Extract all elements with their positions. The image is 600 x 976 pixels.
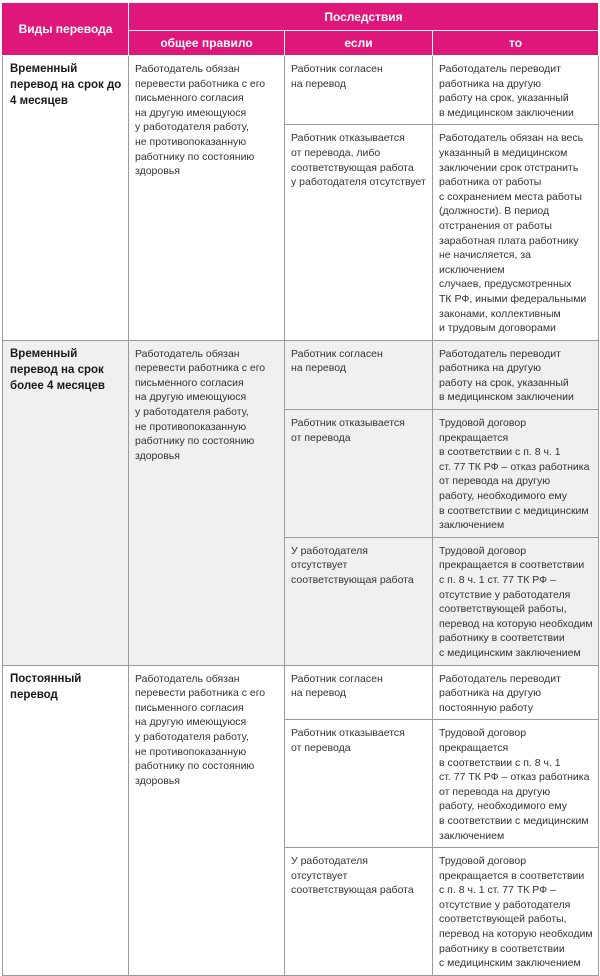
group-permanent <box>3 665 599 976</box>
table-row <box>3 340 599 409</box>
condition-cell: Работник отказывается от перевода <box>285 720 433 848</box>
transfer-consequences-table <box>2 2 599 976</box>
table-row <box>3 56 599 125</box>
transfer-type-cell: Временный перевод на срок более 4 месяцев <box>3 340 129 665</box>
condition-cell: Работник отказывается от перевода <box>285 410 433 538</box>
group-temporary-up-to-4-months <box>3 56 599 341</box>
general-rule-cell: Работодатель обязан перевести работника с его письменного согласия на другую имеющуюся у работодателя работу, не противопоказанную работнику по состоянию здоровья <box>129 56 285 341</box>
header-then: то <box>433 31 599 56</box>
consequence-cell: Трудовой договор прекращается в соответствии с п. 8 ч. 1 ст. 77 ТК РФ – отказ работника от перевода на другую работу, необходимого ему в соответствии с медицинским заключением <box>433 410 599 538</box>
header-consequences: Последствия <box>129 3 599 31</box>
condition-cell: Работник отказывается от перевода, либо соответствующая работа у работодателя отсутствует <box>285 125 433 340</box>
condition-cell: У работодателя отсутствует соответствующая работа <box>285 537 433 665</box>
consequence-cell: Работодатель переводит работника на другую работу на срок, указанный в медицинском заключении <box>433 56 599 125</box>
consequence-cell: Трудовой договор прекращается в соответствии с п. 8 ч. 1 ст. 77 ТК РФ – отказ работника от перевода на другую работу, необходимого ему в соответствии с медицинским заключением <box>433 720 599 848</box>
table-header <box>3 3 599 56</box>
group-temporary-over-4-months <box>3 340 599 665</box>
header-if: если <box>285 31 433 56</box>
general-rule-cell: Работодатель обязан перевести работника с его письменного согласия на другую имеющуюся у работодателя работу, не противопоказанную работнику по состоянию здоровья <box>129 340 285 665</box>
table-row <box>3 665 599 720</box>
header-transfer-types: Виды перевода <box>3 3 129 56</box>
condition-cell: Работник согласен на перевод <box>285 56 433 125</box>
header-general-rule: общее правило <box>129 31 285 56</box>
consequence-cell: Работодатель обязан на весь указанный в медицинском заключении срок отстранить работника от работы с сохранением места работы (должности). В период отстранения от работы заработная плата работнику не начисляется, за исключением случаев, предусмотренных ТК РФ, иными федеральными законами, коллективным и трудовым договорами <box>433 125 599 340</box>
transfer-type-cell: Постоянный перевод <box>3 665 129 976</box>
condition-cell: Работник согласен на перевод <box>285 340 433 409</box>
condition-cell: Работник согласен на перевод <box>285 665 433 720</box>
transfer-type-cell: Временный перевод на срок до 4 месяцев <box>3 56 129 341</box>
general-rule-cell: Работодатель обязан перевести работника с его письменного согласия на другую имеющуюся у работодателя работу, не противопоказанную работнику по состоянию здоровья <box>129 665 285 976</box>
condition-cell: У работодателя отсутствует соответствующая работа <box>285 848 433 976</box>
consequence-cell: Работодатель переводит работника на другую постоянную работу <box>433 665 599 720</box>
consequence-cell: Работодатель переводит работника на другую работу на срок, указанный в медицинском заключении <box>433 340 599 409</box>
consequence-cell: Трудовой договор прекращается в соответствии с п. 8 ч. 1 ст. 77 ТК РФ – отсутствие у работодателя соответствующей работы, перевод на которую необходим работнику в соответствии с медицинским заключением <box>433 848 599 976</box>
consequence-cell: Трудовой договор прекращается в соответствии с п. 8 ч. 1 ст. 77 ТК РФ – отсутствие у работодателя соответствующей работы, перевод на которую необходим работнику в соответствии с медицинским заключением <box>433 537 599 665</box>
